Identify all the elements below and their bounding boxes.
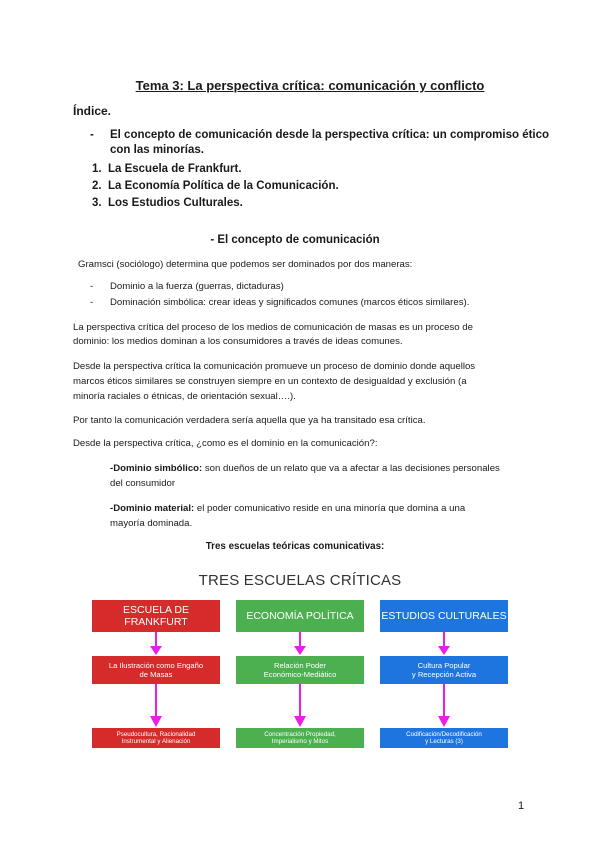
paragraph-1-line2: dominio: los medios dominan a los consumidores a través de ideas comunes. [73,336,403,347]
diagram-bottom-line: Imperialismo y Mitos [271,738,329,745]
diagram-mid-line: de Masas [139,670,173,679]
domination-item-1: Dominio a la fuerza (guerras, dictaduras) [110,281,284,292]
paragraph-1-line1: La perspectiva crítica del proceso de los medios de comunicación de masas es un proceso de [73,322,473,333]
arrow-down-icon [436,684,452,728]
index-heading: Índice. [73,104,112,118]
diagram-bottom-frankfurt [92,728,220,748]
section-heading: - El concepto de comunicación [210,234,380,246]
diagram-mid-line: La Ilustración como Engaño [108,661,204,670]
arrow-down-icon [148,632,164,656]
index-item-2 [92,179,339,194]
page-title: Tema 3: La perspectiva crítica: comunicación y conflicto [135,78,485,93]
index-item-1 [92,162,242,177]
paragraph-4: Desde la perspectiva crítica, ¿como es el dominio en la comunicación?: [73,438,378,449]
index-dash-item-line2: con las minorías. [110,144,204,156]
paragraph-2-line1: Desde la perspectiva crítica la comunicación promueve un proceso de dominio donde aquellos [73,361,476,372]
index-item-text: La Economía Política de la Comunicación. [107,180,339,192]
arrow-down-icon [148,684,164,728]
index-item-number: 3. [92,197,102,209]
diagram-mid-frankfurt [92,656,220,684]
index-dash-item-line1: El concepto de comunicación desde la perspectiva crítica: un compromiso ético [110,129,550,141]
arrow-down-icon [292,684,308,728]
domination-item-2: Dominación simbólica: crear ideas y significados comunes (marcos éticos similares). [110,297,470,308]
list-dash: - [90,297,94,308]
diagram-box-frankfurt: ESCUELA DE FRANKFURT [92,600,220,632]
paragraph-2-line2: marcos éticos similares se construyen siempre en un contexto de desigualdad y exclusión (a [73,376,467,387]
symbolic-domination-label: -Dominio simbólico: [110,463,203,474]
schools-heading: Tres escuelas teóricas comunicativas: [205,541,385,552]
diagram-bottom-line: Pseudocultura, Racionalidad [116,731,196,738]
diagram-mid-estudios [380,656,508,684]
symbolic-domination-line1 [110,462,500,476]
page-number: 1 [518,800,525,812]
diagram-bottom-estudios [380,728,508,748]
diagram-mid-line: Económico-Mediático [263,670,337,679]
diagram-box-economia: ECONOMÍA POLÍTICA [236,600,364,632]
index-dash: - [90,129,94,141]
index-item-text: La Escuela de Frankfurt. [107,163,242,175]
diagram-bottom-line: y Lecturas (3) [425,738,463,745]
material-domination-line1 [110,502,465,516]
symbolic-domination-line2: del consumidor [110,478,176,489]
gramsci-text: Gramsci (sociólogo) determina que podemos ser dominados por dos maneras: [78,259,413,270]
diagram-bottom-economia [236,728,364,748]
arrow-down-icon [436,632,452,656]
paragraph-3: Por tanto la comunicación verdadera sería aquella que ya ha transitado esa crítica. [73,415,426,426]
diagram-bottom-line: Concentración Propiedad, [264,731,336,738]
index-item-text: Los Estudios Culturales. [107,197,243,209]
index-item-number: 1. [92,163,102,175]
diagram-mid-line: y Recepción Activa [411,670,477,679]
arrow-down-icon [292,632,308,656]
diagram-mid-line: Relación Poder [274,661,326,670]
diagram-box-estudios: ESTUDIOS CULTURALES [380,600,508,632]
diagram-bottom-line: Instrumental y Alienación [121,738,191,745]
index-item-3 [92,196,243,211]
list-dash: - [90,281,94,292]
index-item-number: 2. [92,180,102,192]
material-domination-label: -Dominio material: [110,503,195,514]
symbolic-domination-text: son dueños de un relato que va a afectar a las decisiones personales [202,463,500,474]
material-domination-line2: mayoría dominada. [110,518,193,529]
diagram-mid-economia [236,656,364,684]
material-domination-text: el poder comunicativo reside en una minoría que domina a una [194,503,466,514]
diagram-bottom-line: Codificación/Decodificación [406,731,482,738]
diagram-mid-line: Cultura Popular [417,661,471,670]
diagram-title: TRES ESCUELAS CRÍTICAS [198,572,402,589]
paragraph-2-line3: minoría raciales o étnicas, de orientación sexual….). [73,391,296,402]
